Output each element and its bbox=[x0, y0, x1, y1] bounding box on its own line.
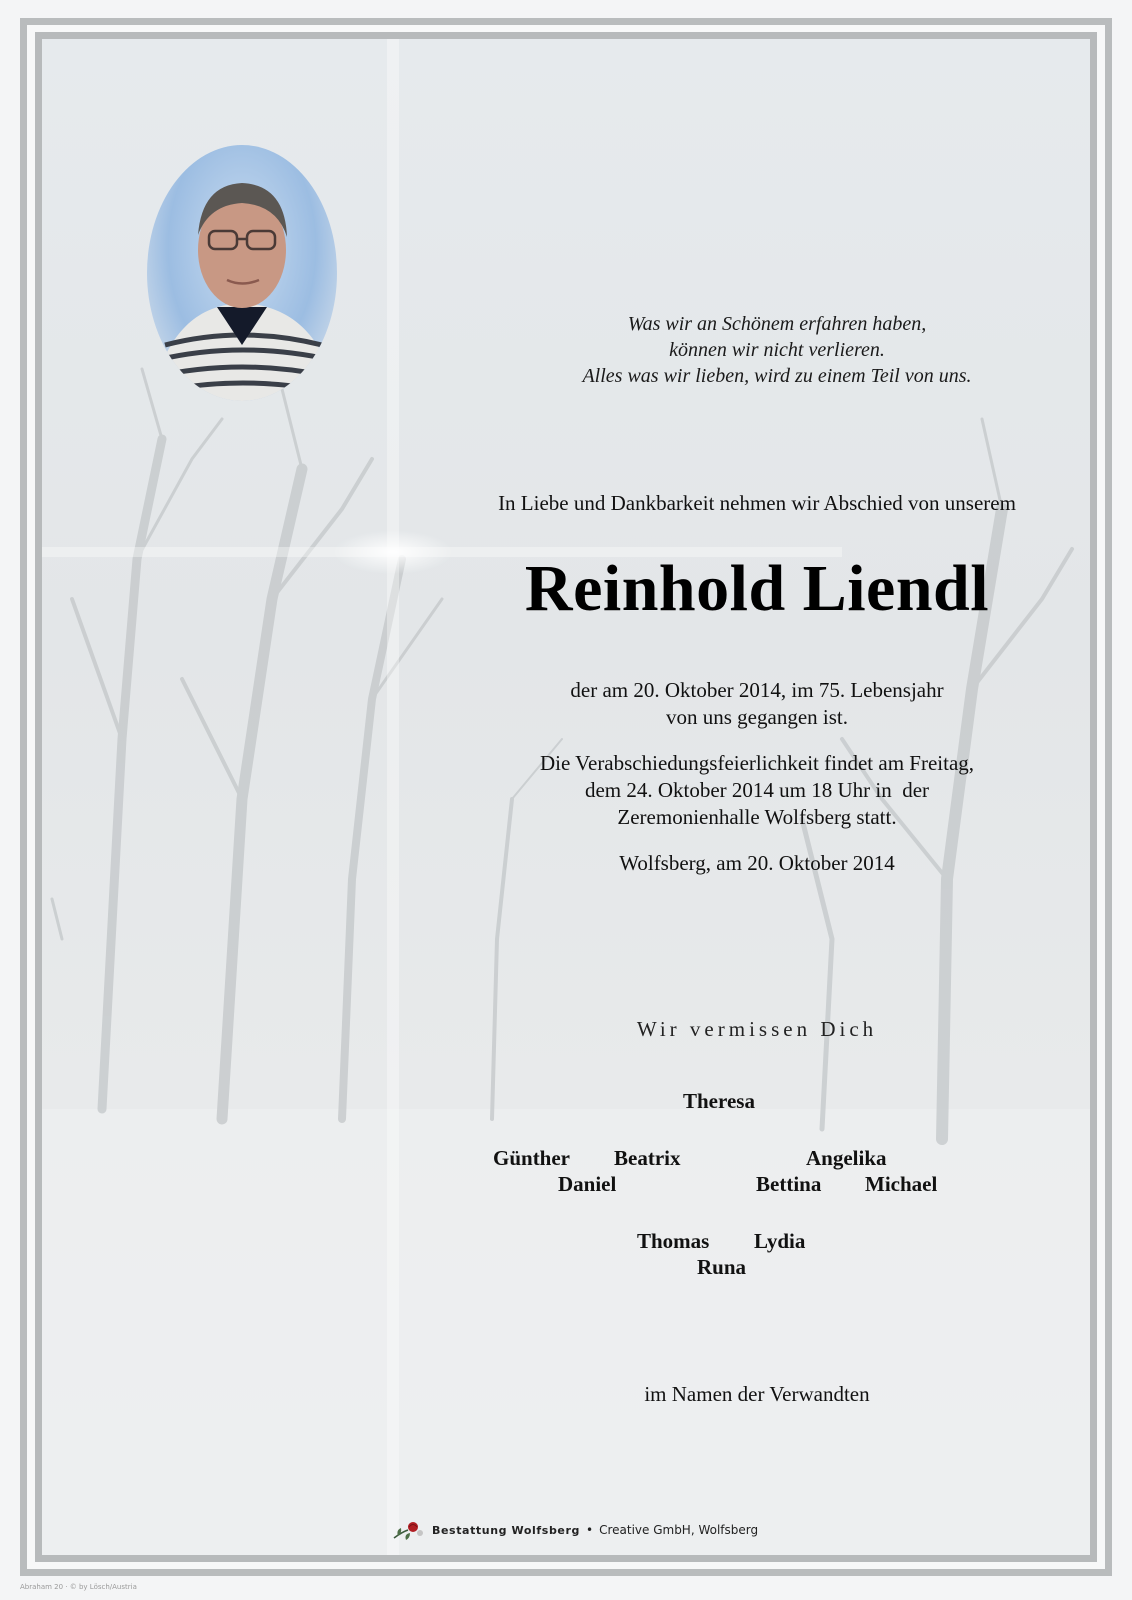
place-date: Wolfsberg, am 20. Oktober 2014 bbox=[619, 851, 895, 875]
deceased-name: Reinhold Liendl bbox=[524, 552, 990, 625]
death-line: der am 20. Oktober 2014, im 75. Lebensjahr bbox=[570, 678, 944, 702]
farewell-intro: In Liebe und Dankbarkeit nehmen wir Abschied von unserem bbox=[498, 491, 1016, 515]
family-name: Thomas bbox=[637, 1229, 710, 1253]
funeral-home-footer bbox=[392, 1517, 758, 1543]
family-name: Günther bbox=[493, 1146, 571, 1170]
creator-name: Creative GmbH, Wolfsberg bbox=[599, 1523, 759, 1537]
quote-line: Alles was wir lieben, wird zu einem Teil von uns. bbox=[582, 365, 972, 387]
rose-icon bbox=[392, 1518, 426, 1542]
death-details bbox=[412, 677, 1097, 896]
family-name: Theresa bbox=[683, 1089, 755, 1113]
quote-line: Was wir an Schönem erfahren haben, bbox=[627, 313, 927, 335]
quote-line: können wir nicht verlieren. bbox=[669, 339, 885, 361]
death-date-paragraph bbox=[412, 677, 1097, 731]
memorial-quote bbox=[482, 311, 1072, 389]
family-name: Michael bbox=[865, 1172, 938, 1196]
ceremony-line: Die Verabschiedungsfeierlichkeit findet am Freitag, bbox=[539, 751, 975, 775]
family-name: Lydia bbox=[754, 1229, 806, 1253]
ceremony-line: Zeremonienhalle Wolfsberg statt. bbox=[617, 805, 897, 829]
family-name: Runa bbox=[697, 1255, 747, 1279]
miss-you-line: Wir vermissen Dich bbox=[636, 1017, 878, 1041]
closing-line: im Namen der Verwandten bbox=[644, 1382, 870, 1406]
portrait-photo bbox=[147, 145, 337, 401]
death-line: von uns gegangen ist. bbox=[666, 705, 848, 729]
ceremony-paragraph bbox=[412, 750, 1097, 831]
footer-separator: • bbox=[586, 1523, 594, 1537]
family-name: Beatrix bbox=[614, 1146, 681, 1170]
family-name: Bettina bbox=[756, 1172, 822, 1196]
family-name: Daniel bbox=[558, 1172, 617, 1196]
ceremony-line: dem 24. Oktober 2014 um 18 Uhr in der bbox=[584, 778, 930, 802]
funeral-home-name: Bestattung Wolfsberg bbox=[432, 1523, 580, 1537]
family-name: Angelika bbox=[806, 1146, 887, 1170]
notice-card bbox=[35, 32, 1097, 1562]
template-credit: Abraham 20 · © by Lösch/Austria bbox=[20, 1583, 137, 1591]
